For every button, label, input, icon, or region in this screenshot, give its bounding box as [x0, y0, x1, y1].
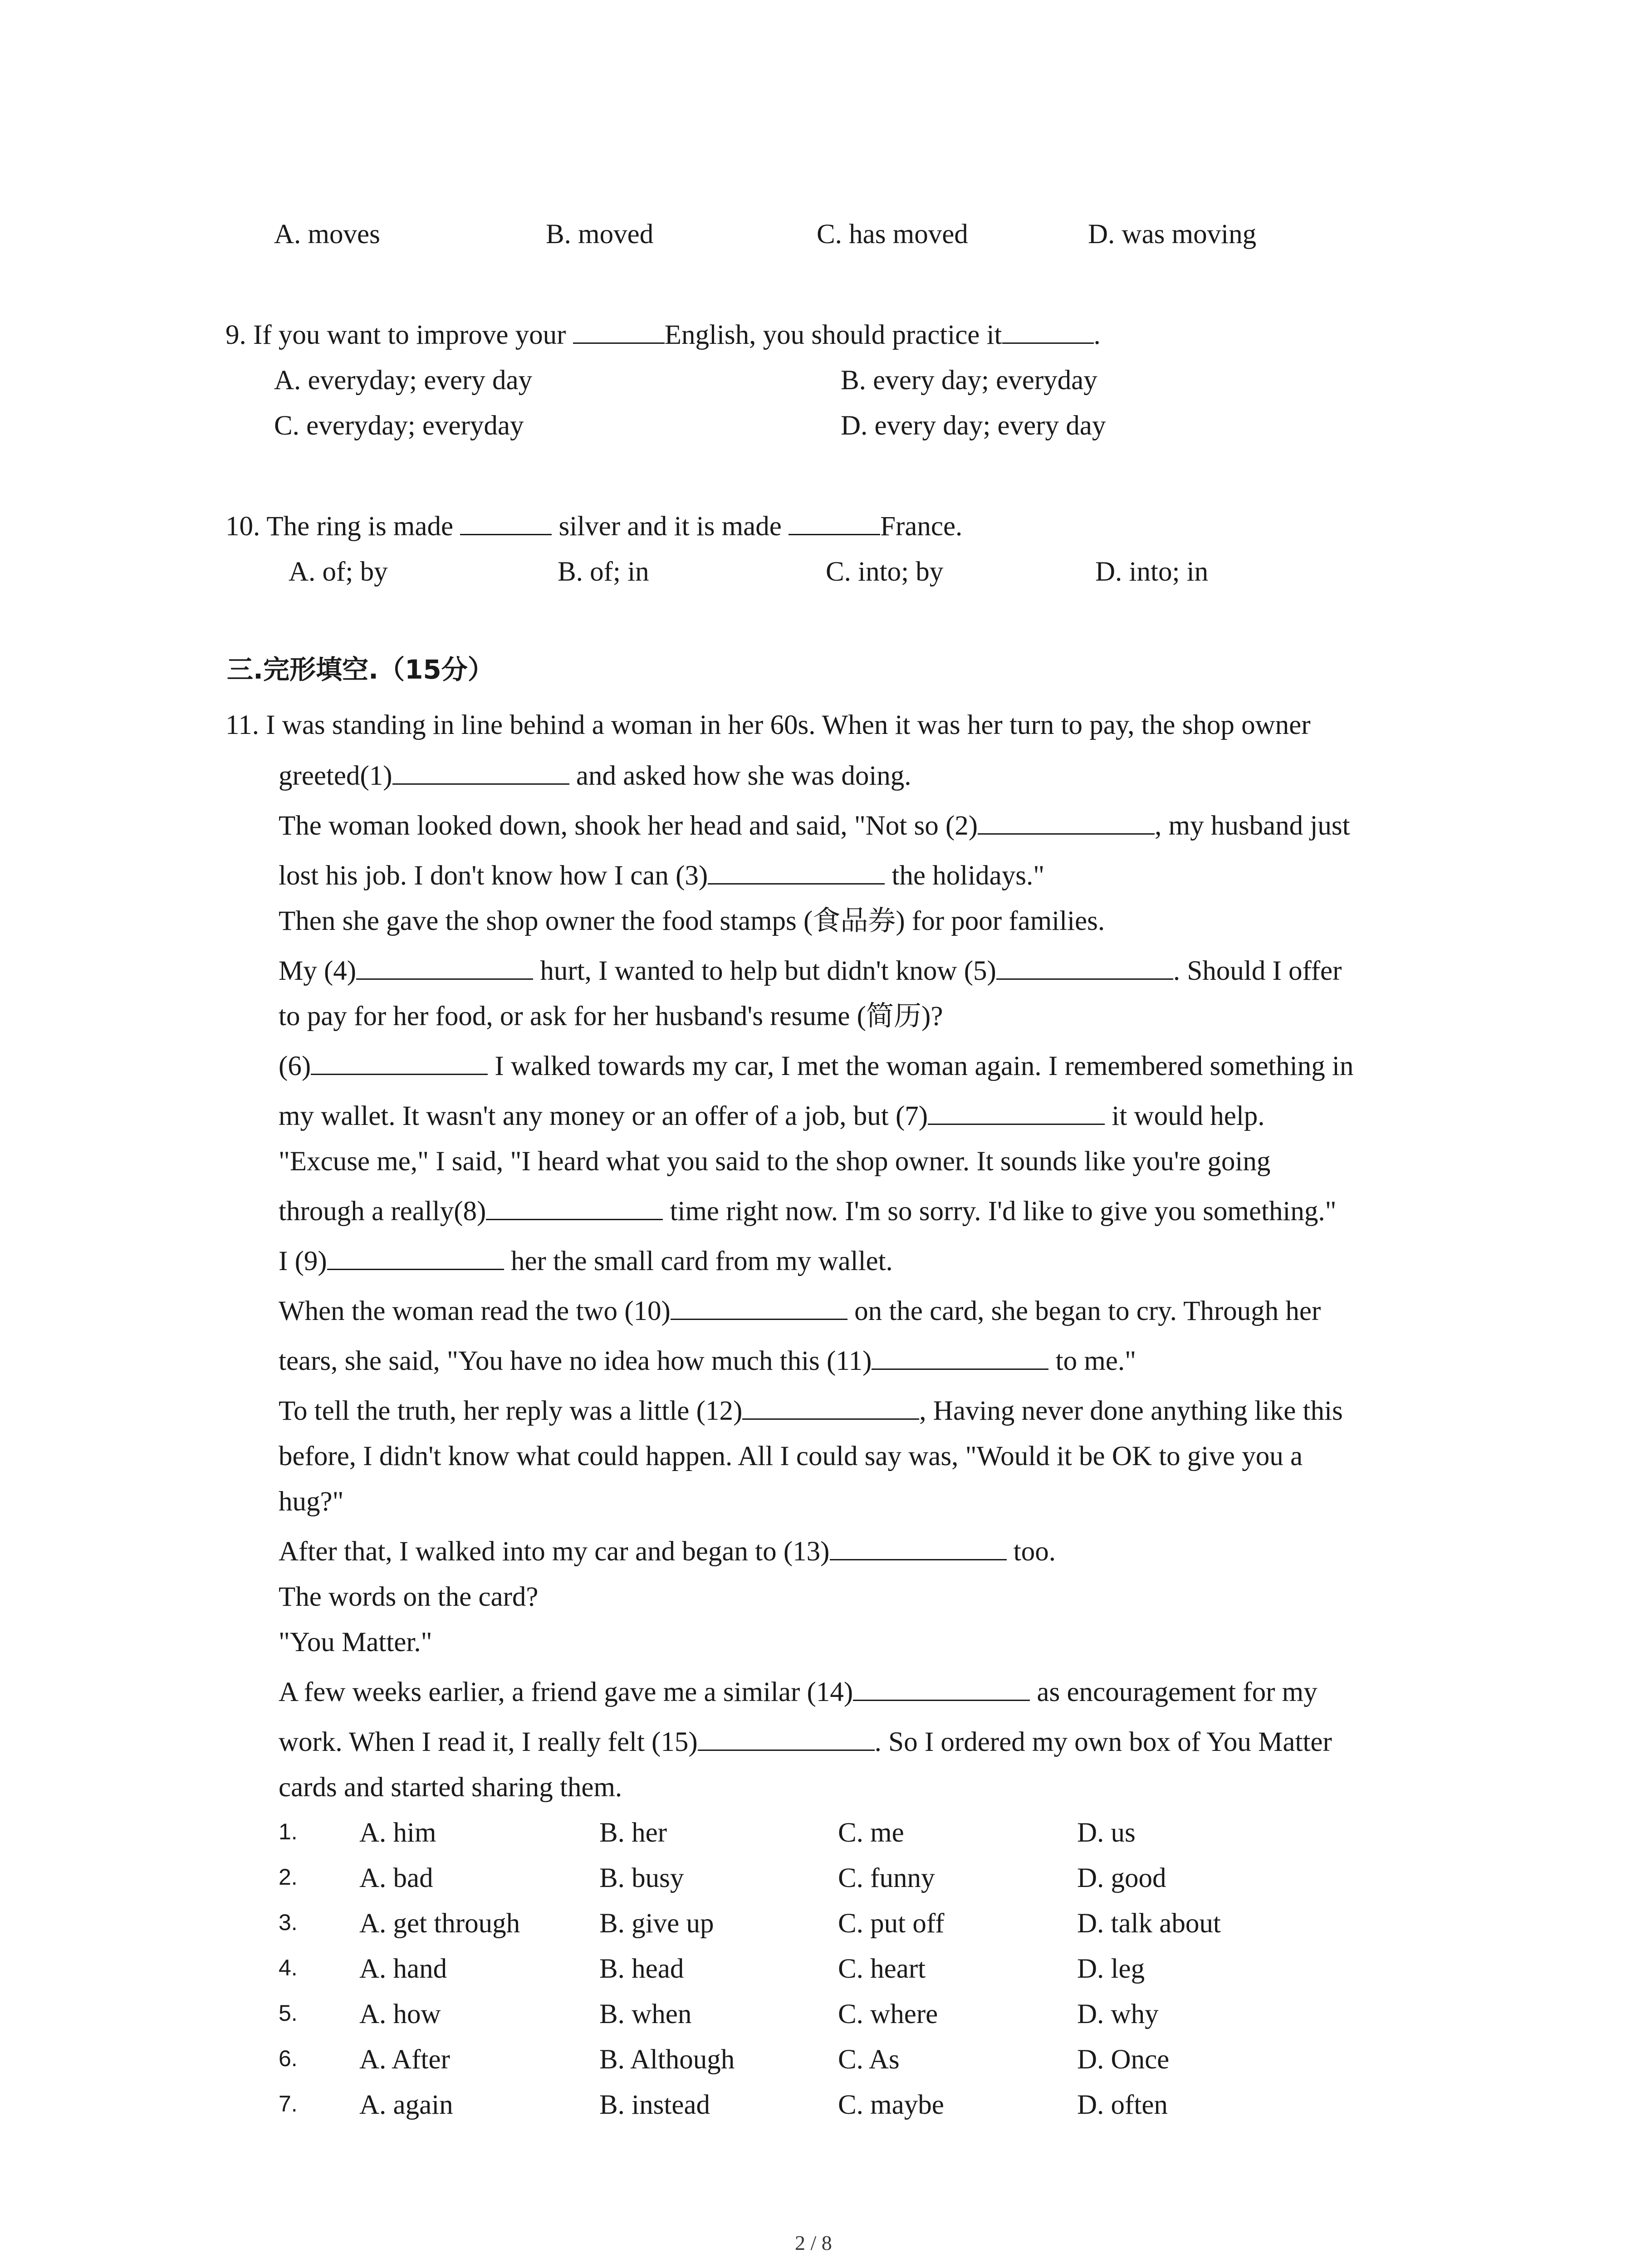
passage-line-2: greeted(1) and asked how she was doing.: [279, 761, 911, 791]
passage-line-18: After that, I walked into my car and began to (13) too.: [279, 1536, 1056, 1567]
passage-line-5: Then she gave the shop owner the food stamps (食品券) for poor families.: [279, 906, 1105, 936]
q10-option-d: D. into; in: [1095, 557, 1209, 587]
answer-blank: [356, 978, 533, 980]
choice-d: D. good: [1077, 1863, 1166, 1893]
answer-blank: [928, 1124, 1105, 1125]
answer-blank: [853, 1700, 1030, 1701]
choice-c: C. funny: [838, 1863, 935, 1893]
page-number: 2 / 8: [795, 2231, 832, 2254]
choice-number: 5.: [279, 2000, 298, 2026]
choice-d: D. Once: [1077, 2044, 1170, 2075]
q10-option-a: A. of; by: [289, 557, 388, 587]
answer-blank: [830, 1559, 1007, 1560]
choice-number: 6.: [279, 2046, 298, 2071]
choice-b: B. give up: [599, 1908, 714, 1939]
choice-a: A. how: [359, 1999, 441, 2029]
answer-blank: [1002, 342, 1094, 344]
choice-b: B. when: [599, 1999, 692, 2029]
answer-blank: [392, 783, 569, 785]
answer-blank: [698, 1750, 875, 1751]
passage-line-17: hug?": [279, 1486, 344, 1517]
passage-line-13: When the woman read the two (10) on the card, she began to cry. Through her: [279, 1296, 1321, 1326]
choice-a: A. hand: [359, 1954, 447, 1984]
choice-number: 4.: [279, 1955, 298, 1980]
choice-c: C. me: [838, 1818, 904, 1848]
answer-blank: [460, 534, 552, 535]
choice-number: 1.: [279, 1819, 298, 1844]
passage-line-14: tears, she said, "You have no idea how much this (11) to me.": [279, 1346, 1136, 1376]
passage-line-16: before, I didn't know what could happen. All I could say was, "Would it be OK to give you a: [279, 1441, 1303, 1471]
answer-blank: [872, 1369, 1048, 1370]
choice-b: B. instead: [599, 2090, 710, 2120]
q9-option-b: B. every day; everyday: [841, 365, 1097, 396]
choice-number: 2.: [279, 1864, 298, 1890]
answer-blank: [311, 1074, 488, 1075]
choice-d: D. leg: [1077, 1954, 1145, 1984]
choice-a: A. again: [359, 2090, 453, 2120]
answer-blank: [671, 1319, 847, 1320]
answer-blank: [486, 1219, 663, 1220]
passage-line-12: I (9) her the small card from my wallet.: [279, 1246, 893, 1276]
answer-blank: [742, 1418, 919, 1420]
choice-number: 3.: [279, 1910, 298, 1935]
choice-b: B. busy: [599, 1863, 684, 1893]
choice-d: D. talk about: [1077, 1908, 1221, 1939]
passage-line-3: The woman looked down, shook her head and said, "Not so (2) , my husband just: [279, 811, 1350, 841]
q8-option-c: C. has moved: [817, 219, 968, 249]
passage-line-22: work. When I read it, I really felt (15) . So I ordered my own box of You Matter: [279, 1727, 1332, 1757]
passage-line-21: A few weeks earlier, a friend gave me a similar (14) as encouragement for my: [279, 1677, 1318, 1707]
q8-option-b: B. moved: [546, 219, 654, 249]
choice-b: B. head: [599, 1954, 684, 1984]
q10-stem: 10. The ring is made silver and it is made France.: [225, 511, 963, 542]
passage-line-4: lost his job. I don't know how I can (3) the holidays.": [279, 860, 1045, 891]
choice-c: C. put off: [838, 1908, 945, 1939]
choice-d: D. often: [1077, 2090, 1168, 2120]
q9-stem: 9. If you want to improve your English, you should practice it .: [225, 320, 1101, 350]
answer-blank: [708, 883, 885, 885]
passage-line-19: The words on the card?: [279, 1582, 539, 1612]
choice-a: A. After: [359, 2044, 450, 2075]
choice-b: B. Although: [599, 2044, 735, 2075]
passage-line-20: "You Matter.": [279, 1627, 432, 1657]
choice-b: B. her: [599, 1818, 667, 1848]
choice-c: C. where: [838, 1999, 938, 2029]
q8-option-a: A. moves: [274, 219, 380, 249]
passage-line-6: My (4) hurt, I wanted to help but didn't know (5) . Should I offer: [279, 956, 1342, 986]
passage-line-10: "Excuse me," I said, "I heard what you said to the shop owner. It sounds like you're going: [279, 1146, 1271, 1177]
q10-option-c: C. into; by: [826, 557, 944, 587]
passage-line-11: through a really(8) time right now. I'm so sorry. I'd like to give you something.": [279, 1196, 1337, 1227]
passage-line-7: to pay for her food, or ask for her husband's resume (简历)?: [279, 1001, 943, 1031]
answer-blank: [327, 1269, 504, 1270]
answer-blank: [789, 534, 880, 535]
choice-c: C. heart: [838, 1954, 926, 1984]
q9-option-c: C. everyday; everyday: [274, 411, 524, 441]
q9-option-a: A. everyday; every day: [274, 365, 533, 396]
passage-line-23: cards and started sharing them.: [279, 1772, 622, 1803]
choice-d: D. why: [1077, 1999, 1159, 2029]
choice-number: 7.: [279, 2091, 298, 2116]
choice-a: A. him: [359, 1818, 436, 1848]
choice-c: C. As: [838, 2044, 900, 2075]
q8-option-d: D. was moving: [1088, 219, 1257, 249]
choice-a: A. bad: [359, 1863, 433, 1893]
q10-option-b: B. of; in: [558, 557, 649, 587]
passage-line-1: 11. I was standing in line behind a woman in her 60s. When it was her turn to pay, the shop owner: [225, 710, 1311, 740]
choice-c: C. maybe: [838, 2090, 944, 2120]
q9-option-d: D. every day; every day: [841, 411, 1106, 441]
choice-a: A. get through: [359, 1908, 520, 1939]
choice-d: D. us: [1077, 1818, 1136, 1848]
passage-line-8: (6) I walked towards my car, I met the woman again. I remembered something in: [279, 1051, 1354, 1081]
answer-blank: [978, 833, 1155, 835]
answer-blank: [996, 978, 1173, 980]
section-heading: 三.完形填空.（15分）: [227, 654, 494, 685]
passage-line-15: To tell the truth, her reply was a little (12) , Having never done anything like this: [279, 1396, 1343, 1426]
passage-line-9: my wallet. It wasn't any money or an offer of a job, but (7) it would help.: [279, 1101, 1265, 1131]
answer-blank: [573, 342, 665, 344]
